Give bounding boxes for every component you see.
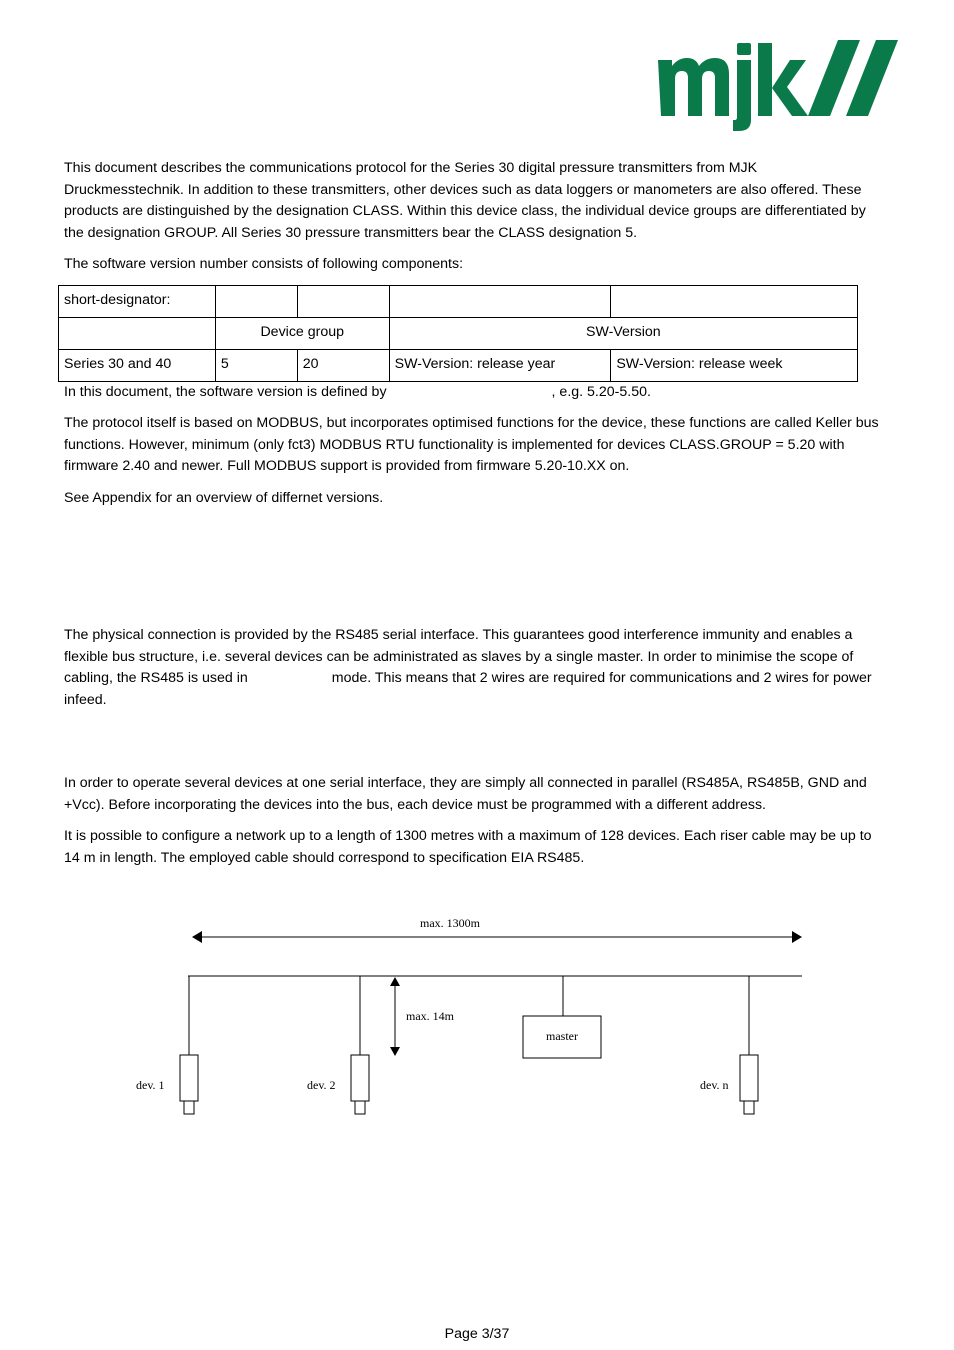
appendix-paragraph: See Appendix for an overview of differnet versions. (64, 490, 384, 506)
device-label: dev. n (700, 1078, 729, 1092)
device-icon (180, 1055, 198, 1101)
arrow-up-icon (390, 977, 400, 986)
max-length-label: max. 1300m (420, 916, 480, 930)
defined-by-paragraph (64, 382, 879, 404)
table-cell (215, 286, 297, 318)
sw-version-header: SW-Version (389, 318, 857, 350)
table-cell (297, 286, 389, 318)
table-cell: short-designator: (59, 286, 216, 318)
device-connector-icon (184, 1101, 194, 1114)
table-cell (389, 286, 611, 318)
defined-by-start: In this document, the software version is defined by (64, 384, 387, 400)
device-label: dev. 1 (136, 1078, 165, 1092)
bus-diagram (120, 905, 820, 1125)
arrow-down-icon (390, 1047, 400, 1056)
intro-paragraph: This document describes the communications protocol for the Series 30 digital pressure transmitters from MJK Druckmesstechnik. In addition to these transmitters, other devices such as data loggers or manometers are also offered. These products are distinguished by the designation CLASS. Within this device class, the individual device groups are differentiated by the designation GROUP. All Series 30 pressure transmitters bear the CLASS designation 5. (64, 160, 866, 241)
physical-end: mode. This means that 2 wires are required for communications and 2 wires for power infeed. (64, 670, 872, 708)
defined-by-end: , e.g. 5.20-5.50. (551, 384, 651, 400)
parallel-paragraph: In order to operate several devices at one serial interface, they are simply all connected in parallel (RS485A, RS485B, GND and +Vcc). Before incorporating the devices into the bus, each device must be programmed with a different address. (64, 775, 867, 813)
device-label: dev. 2 (307, 1078, 336, 1092)
table-cell: SW-Version: release week (611, 350, 858, 382)
device-connector-icon (355, 1101, 365, 1114)
sw-version-paragraph: The software version number consists of following components: (64, 256, 464, 272)
table-row (59, 286, 858, 318)
table-cell (59, 318, 216, 350)
protocol-paragraph: The protocol itself is based on MODBUS, but incorporates optimised functions for the device, these functions are called Keller bus functions. However, minimum (only fct3) MODBUS RTU functionality is implemented for devices CLASS.GROUP = 5.20 with firmware 2.40 and newer. Full MODBUS support is provided from firmware 5.20-10.XX on. (64, 415, 879, 474)
physical-paragraph (64, 625, 879, 711)
arrow-left-icon (192, 931, 202, 943)
max-riser-label: max. 14m (406, 1009, 454, 1023)
table-cell: 20 (297, 350, 389, 382)
table-cell: 5 (215, 350, 297, 382)
page-number: Page 3/37 (444, 1326, 510, 1342)
table-cell: SW-Version: release year (389, 350, 611, 382)
arrow-right-icon (792, 931, 802, 943)
network-paragraph: It is possible to configure a network up to a length of 1300 metres with a maximum of 128 devices. Each riser cable may be up to 14 m in length. The employed cable should correspond to specification EIA RS485. (64, 828, 872, 866)
mjk-logo (650, 38, 900, 133)
table-cell (611, 286, 858, 318)
device-group-header: Device group (215, 318, 389, 350)
device-icon (351, 1055, 369, 1101)
physical-start: The physical connection is provided by the RS485 serial interface. This guarantees good interference immunity and enables a flexible bus structure, i.e. several devices can be administrated as slaves by a single master. In order to minimise the scope of cabling, the RS485 is used in (64, 627, 854, 686)
table-cell: Series 30 and 40 (59, 350, 216, 382)
device-icon (740, 1055, 758, 1101)
table-row (59, 318, 858, 350)
master-label: master (546, 1029, 578, 1043)
table-row (59, 350, 858, 382)
software-version-table (58, 285, 858, 382)
device-connector-icon (744, 1101, 754, 1114)
